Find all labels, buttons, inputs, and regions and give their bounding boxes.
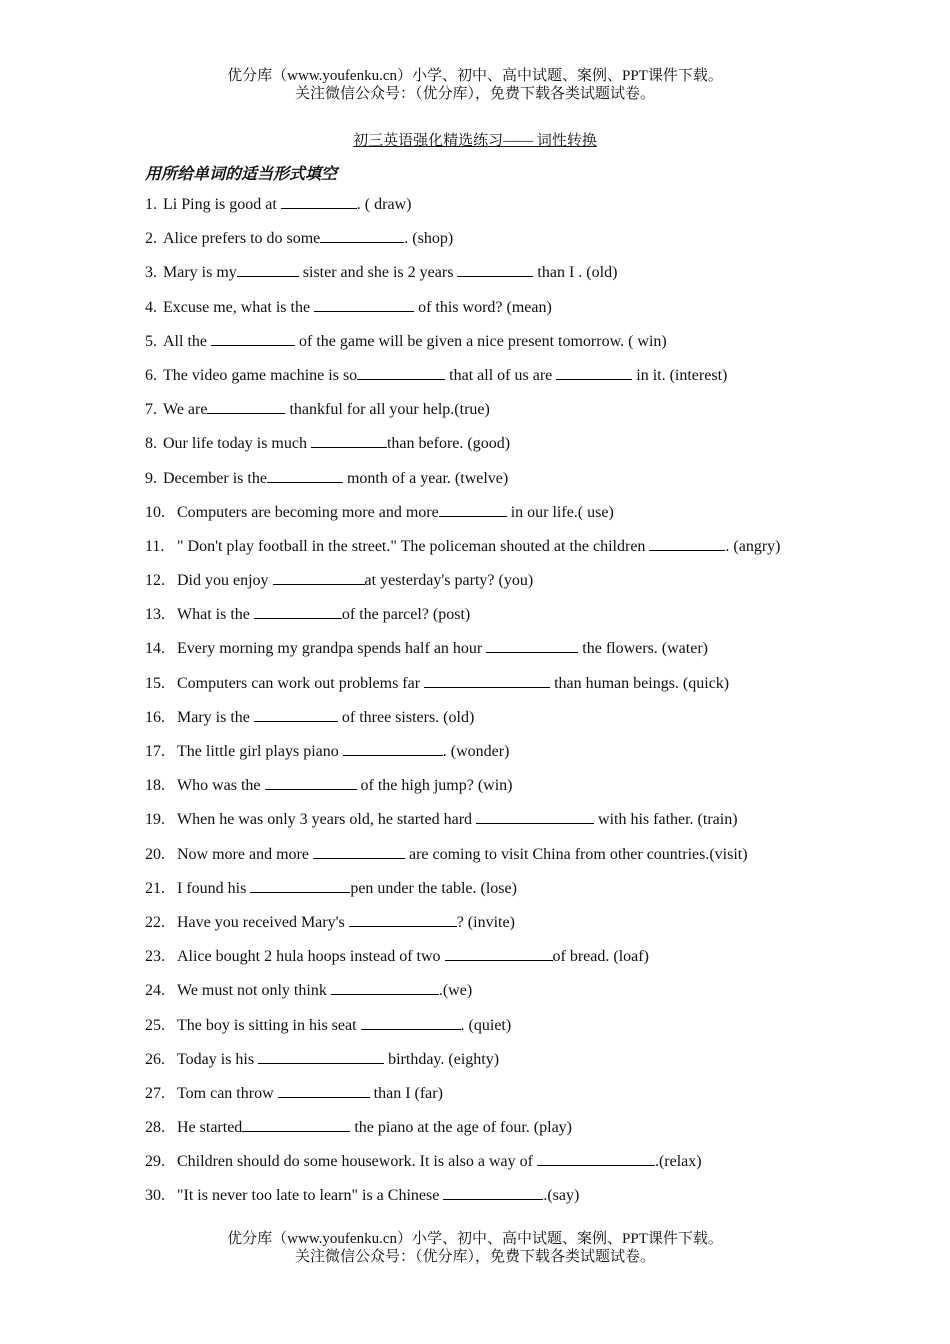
answer-blank[interactable]: [424, 673, 550, 688]
exercise-item: 23. Alice bought 2 hula hoops instead of two of bread. (loaf): [145, 948, 649, 966]
footer-line-1: 优分库（www.youfenku.cn）小学、初中、高中试题、案例、PPT课件下载。: [227, 1231, 723, 1247]
header-line-1: 优分库（www.youfenku.cn）小学、初中、高中试题、案例、PPT课件下载。: [227, 68, 723, 84]
answer-blank[interactable]: [320, 228, 404, 243]
footer-line-2: 关注微信公众号：（优分库），免费下载各类试题试卷。: [294, 1249, 655, 1265]
answer-blank[interactable]: [211, 331, 295, 346]
exercise-item: 12. Did you enjoy at yesterday's party? (you): [145, 572, 534, 590]
exercise-item: 3. Mary is my sister and she is 2 years than I . (old): [145, 264, 618, 282]
page-title: 初三英语强化精选练习—— 词性转换: [353, 133, 597, 149]
answer-blank[interactable]: [237, 262, 299, 277]
answer-blank[interactable]: [242, 1117, 350, 1132]
exercise-item: 29. Children should do some housework. It is also a way of .(relax): [145, 1153, 702, 1171]
exercise-item: 25. The boy is sitting in his seat . (quiet): [145, 1016, 512, 1034]
answer-blank[interactable]: [314, 297, 414, 312]
exercise-item: 10. Computers are becoming more and more in our life.( use): [145, 503, 614, 521]
page-header: [0, 67, 950, 103]
exercise-item: 11. " Don't play football in the street." The policeman shouted at the children . (angry): [145, 537, 781, 555]
answer-blank[interactable]: [537, 1151, 655, 1166]
exercise-item: 8. Our life today is much than before. (good): [145, 435, 511, 453]
answer-blank[interactable]: [357, 365, 445, 380]
answer-blank[interactable]: [361, 1015, 461, 1030]
exercise-item: 19. When he was only 3 years old, he started hard with his father. (train): [145, 811, 738, 829]
exercise-item: 26. Today is his birthday. (eighty): [145, 1050, 500, 1068]
exercise-item: 16. Mary is the of three sisters. (old): [145, 708, 475, 726]
answer-blank[interactable]: [258, 1049, 384, 1064]
answer-blank[interactable]: [476, 809, 594, 824]
exercise-item: 21. I found his pen under the table. (lose): [145, 879, 517, 897]
exercise-item: 5. All the of the game will be given a nice present tomorrow. ( win): [145, 332, 667, 350]
answer-blank[interactable]: [349, 912, 457, 927]
answer-blank[interactable]: [649, 536, 725, 551]
answer-blank[interactable]: [273, 570, 365, 585]
exercise-item: 18. Who was the of the high jump? (win): [145, 777, 513, 795]
exercise-item: 24. We must not only think .(we): [145, 982, 473, 1000]
exercise-item: 13. What is the of the parcel? (post): [145, 606, 471, 624]
answer-blank[interactable]: [313, 844, 405, 859]
exercise-item: 20. Now more and more are coming to visit China from other countries.(visit): [145, 845, 748, 863]
answer-blank[interactable]: [265, 775, 357, 790]
answer-blank[interactable]: [254, 604, 342, 619]
answer-blank[interactable]: [439, 502, 507, 517]
answer-blank[interactable]: [556, 365, 632, 380]
exercise-item: 27. Tom can throw than I (far): [145, 1084, 443, 1102]
exercise-item: 15. Computers can work out problems far than human beings. (quick): [145, 674, 730, 692]
exercise-item: 2. Alice prefers to do some . (shop): [145, 230, 454, 248]
exercise-item: 22. Have you received Mary's ? (invite): [145, 913, 515, 931]
answer-blank[interactable]: [457, 262, 533, 277]
answer-blank[interactable]: [343, 741, 443, 756]
answer-blank[interactable]: [207, 399, 285, 414]
answer-blank[interactable]: [254, 707, 338, 722]
exercise-item: 17. The little girl plays piano . (wonder): [145, 743, 510, 760]
exercise-item: 9. December is the month of a year. (twelve): [145, 469, 509, 487]
answer-blank[interactable]: [486, 638, 578, 653]
answer-blank[interactable]: [267, 468, 343, 483]
exercise-item: 6. The video game machine is so that all of us are in it. (interest): [145, 366, 728, 384]
answer-blank[interactable]: [331, 980, 439, 995]
exercise-item: 7. We are thankful for all your help.(true): [145, 401, 490, 419]
answer-blank[interactable]: [281, 194, 357, 209]
exercise-item: 28. He started the piano at the age of four. (play): [145, 1119, 573, 1137]
answer-blank[interactable]: [278, 1083, 370, 1098]
answer-blank[interactable]: [445, 946, 553, 961]
answer-blank[interactable]: [250, 878, 350, 893]
answer-blank[interactable]: [311, 433, 387, 448]
answer-blank[interactable]: [443, 1185, 543, 1200]
exercise-item: 14. Every morning my grandpa spends half an hour the flowers. (water): [145, 640, 708, 658]
exercise-item: 1. Li Ping is good at . ( draw): [145, 196, 412, 213]
exercise-item: 4. Excuse me, what is the of this word? (mean): [145, 298, 552, 316]
exercise-item: 30. "It is never too late to learn" is a Chinese .(say): [145, 1187, 580, 1205]
header-line-2: 关注微信公众号：（优分库），免费下载各类试题试卷。: [294, 86, 655, 102]
exercise-list: [145, 194, 845, 1220]
instruction: 用所给单词的适当形式填空: [145, 166, 338, 183]
page-footer: [0, 1230, 950, 1266]
